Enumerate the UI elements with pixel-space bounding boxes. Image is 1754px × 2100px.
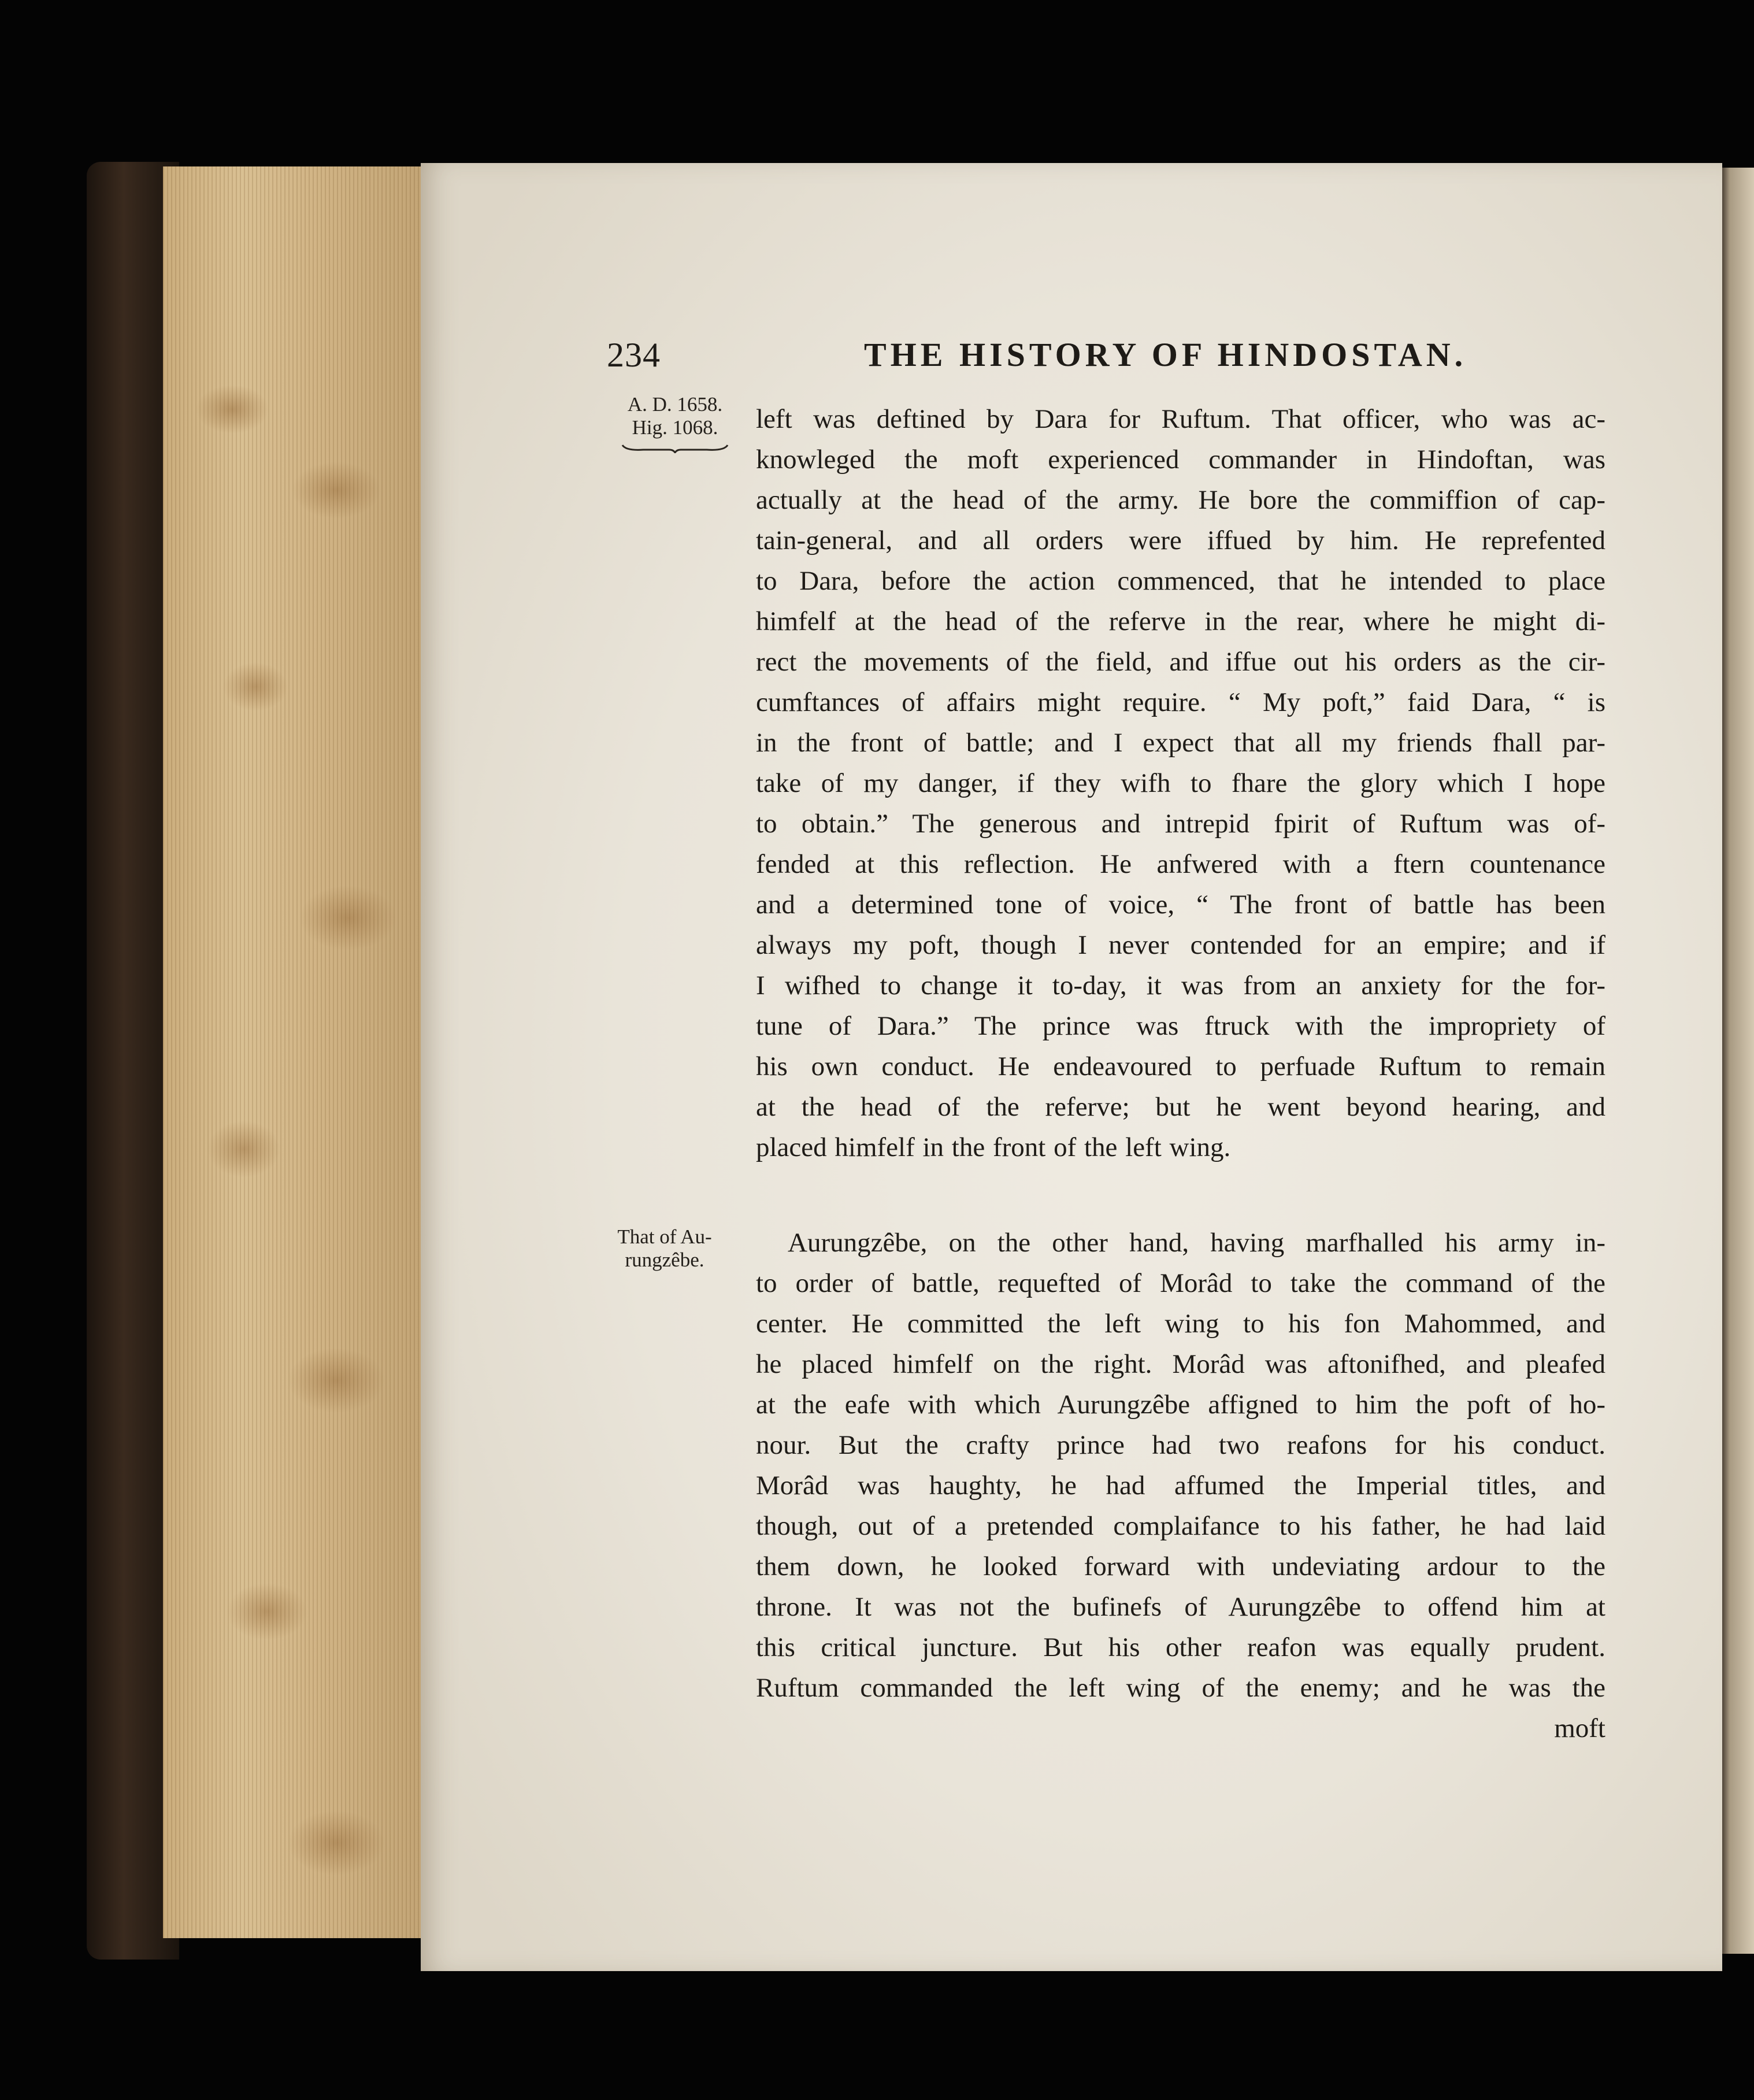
text-line: placed himfelf in the front of the left wing. xyxy=(756,1132,1231,1162)
text-line: Aurungzêbe, on the other hand, having marfhalled his army in- xyxy=(788,1228,1605,1258)
text-line: and a determined tone of voice, “ The front of battle has been xyxy=(756,890,1605,920)
text-line: in the front of battle; and I expect that all my friends fhall par- xyxy=(756,728,1605,758)
text-line: fended at this reflection. He anfwered with a ftern countenance xyxy=(756,849,1605,879)
text-line: I wifhed to change it to-day, it was from an anxiety for the for- xyxy=(756,971,1605,1001)
text-line: them down, he looked forward with undeviating ardour to the xyxy=(756,1551,1605,1582)
brace-mark xyxy=(620,443,730,453)
side-note-line: That of Au- xyxy=(617,1225,712,1248)
text-line: actually at the head of the army. He bore the commiffion of cap- xyxy=(756,485,1605,515)
text-line: to obtain.” The generous and intrepid fpirit of Ruftum was of- xyxy=(756,809,1605,839)
text-line: tain-general, and all orders were iffued by him. He reprefented xyxy=(756,525,1605,555)
text-line: left was deftined by Dara for Ruftum. That officer, who was ac- xyxy=(756,404,1605,434)
text-line: Ruftum commanded the left wing of the enemy; and he was the xyxy=(756,1673,1605,1703)
catchword: moft xyxy=(1554,1713,1605,1743)
text-line: he placed himfelf on the right. Morâd was aftonifhed, and pleafed xyxy=(756,1349,1605,1379)
date-note-line: A. D. 1658. xyxy=(627,393,723,416)
page-number: 234 xyxy=(607,336,661,374)
text-line: tune of Dara.” The prince was ftruck with the impropriety of xyxy=(756,1011,1605,1041)
text-line: himfelf at the head of the referve in the rear, where he might di- xyxy=(756,606,1605,636)
text-line: to Dara, before the action commenced, that he intended to place xyxy=(756,566,1605,596)
text-line: take of my danger, if they wifh to fhare the glory which I hope xyxy=(756,768,1605,798)
running-title: THE HISTORY OF HINDOSTAN. xyxy=(864,336,1467,373)
text-line: though, out of a pretended complaifance to his father, he had laid xyxy=(756,1511,1605,1541)
paragraph-2 xyxy=(756,1223,1605,1749)
text-line: nour. But the crafty prince had two reafons for his conduct. xyxy=(756,1430,1605,1460)
text-line: his own conduct. He endeavoured to perfuade Ruftum to remain xyxy=(756,1051,1605,1082)
text-line: cumftances of affairs might require. “ My poft,” faid Dara, “ is xyxy=(756,687,1605,717)
text-line: at the eafe with which Aurungzêbe affigned to him the poft of ho- xyxy=(756,1390,1605,1420)
text-line: center. He committed the left wing to his fon Mahommed, and xyxy=(756,1309,1605,1339)
side-note-line: rungzêbe. xyxy=(625,1249,704,1271)
facing-page-edge xyxy=(1719,168,1754,1954)
text-line: at the head of the referve; but he went beyond hearing, and xyxy=(756,1092,1605,1122)
page-fore-edge xyxy=(163,166,423,1938)
text-line: always my poft, though I never contended for an empire; and if xyxy=(756,930,1605,960)
text-line: Morâd was haughty, he had affumed the Imperial titles, and xyxy=(756,1471,1605,1501)
text-line: knowleged the moft experienced commander in Hindoftan, was xyxy=(756,445,1605,475)
text-line: throne. It was not the bufinefs of Aurungzêbe to offend him at xyxy=(756,1592,1605,1622)
text-line: rect the movements of the field, and iffue out his orders as the cir- xyxy=(756,647,1605,677)
text-line: this critical juncture. But his other reafon was equally prudent. xyxy=(756,1632,1605,1662)
paragraph-1 xyxy=(756,399,1605,1168)
date-note-line: Hig. 1068. xyxy=(632,416,718,439)
text-line: to order of battle, requefted of Morâd to take the command of the xyxy=(756,1268,1605,1298)
side-margin-note xyxy=(607,1225,722,1272)
date-margin-note xyxy=(609,393,741,453)
